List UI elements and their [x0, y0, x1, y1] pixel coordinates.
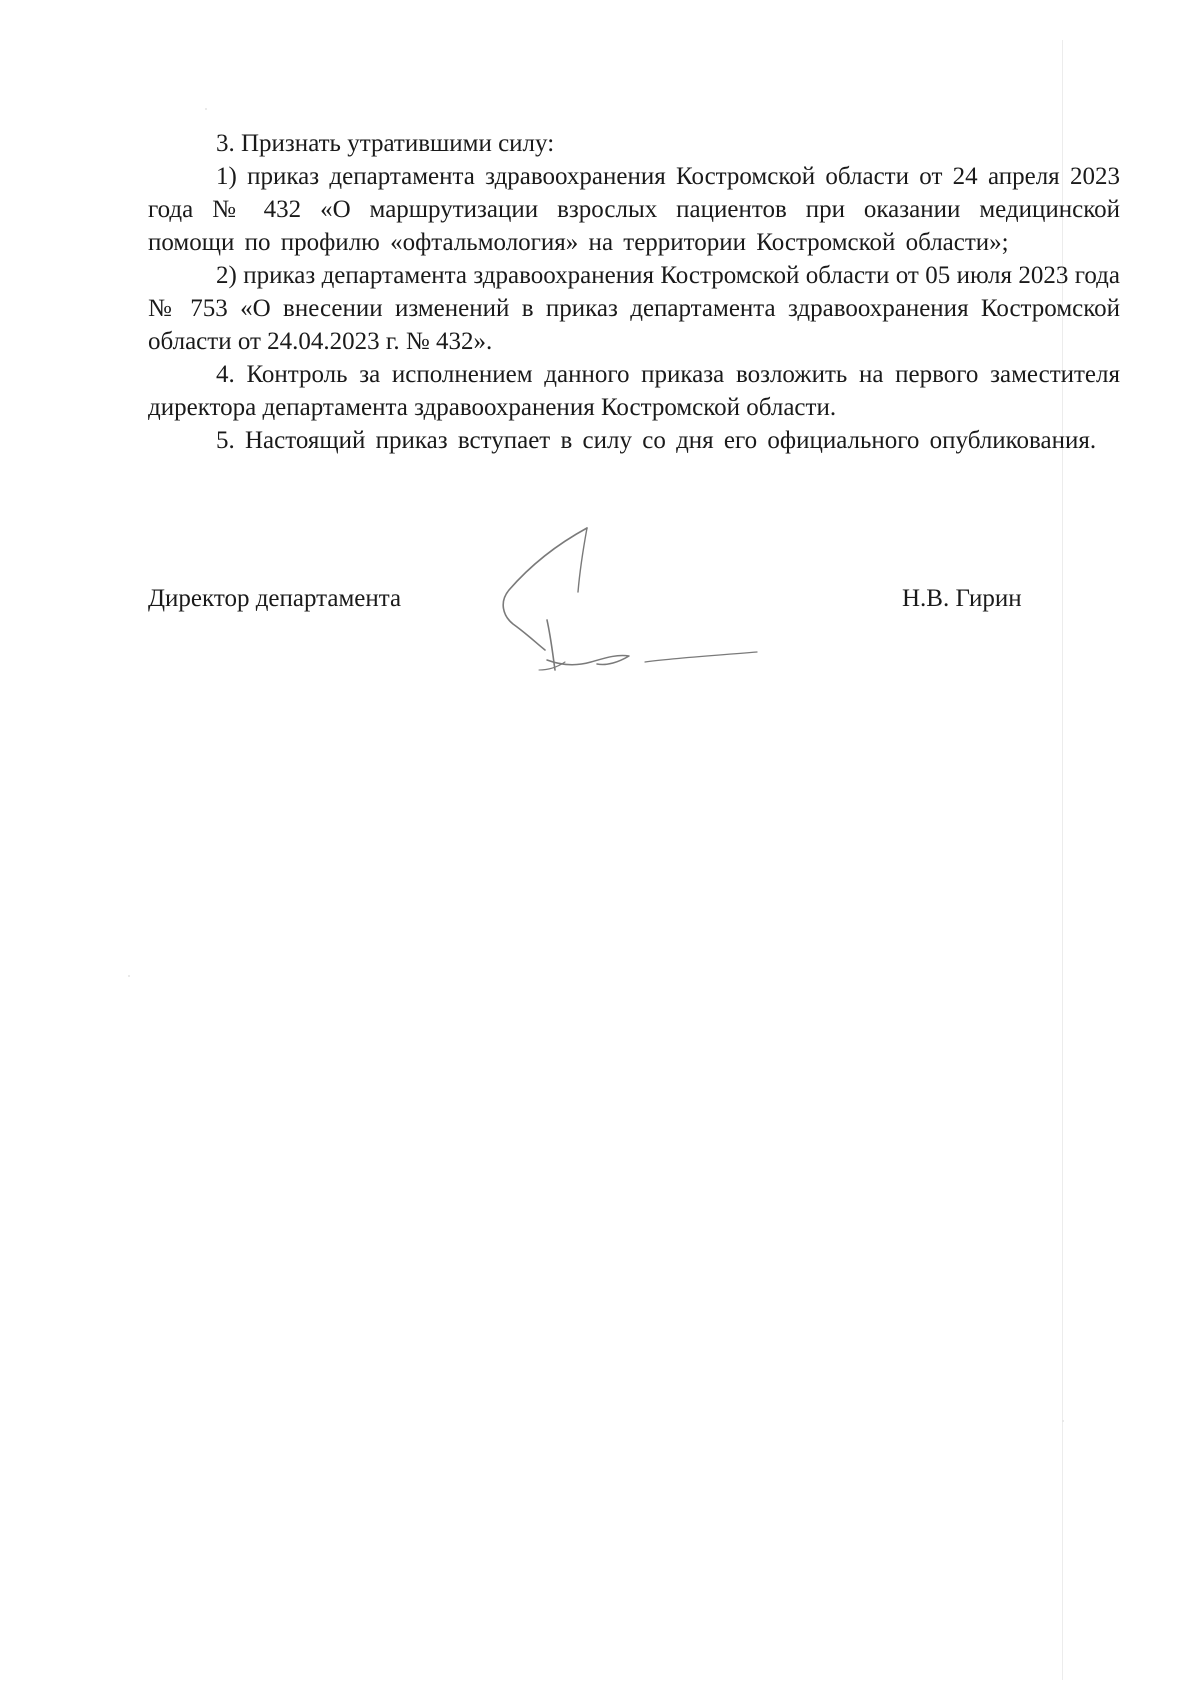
paragraph-clause-4: 4. Контроль за исполнением данного приказа возложить на первого заместителя директора департамента здравоохранения Костромской области.: [148, 361, 1120, 421]
paragraph-item-1: 1) приказ департамента здравоохранения Костромской области от 24 апреля 2023 года № 432 «О маршрутизации взрослых пациентов при оказании медицинской помощи по профилю «офтальмология» на территории Костромской области»;: [148, 163, 1120, 256]
handwritten-signature: [495, 520, 795, 690]
paragraph-clause-5: 5. Настоящий приказ вступает в силу со дня его официального опубликования.: [216, 427, 1097, 454]
scan-speck: [1062, 1420, 1064, 1422]
signature-block: [0, 0, 1200, 700]
paragraph-item-2: 2) приказ департамента здравоохранения Костромской области от 05 июля 2023 года № 753 «О внесении изменений в приказ департамента здравоохранения Костромской области от 24.04.2023 г. № 432».: [148, 262, 1120, 355]
scan-speck: [128, 975, 130, 977]
paragraph-clause-3: 3. Признать утратившими силу:: [216, 130, 555, 157]
signatory-role: Директор департамента: [148, 585, 402, 612]
signatory-name: Н.В. Гирин: [902, 585, 1022, 612]
